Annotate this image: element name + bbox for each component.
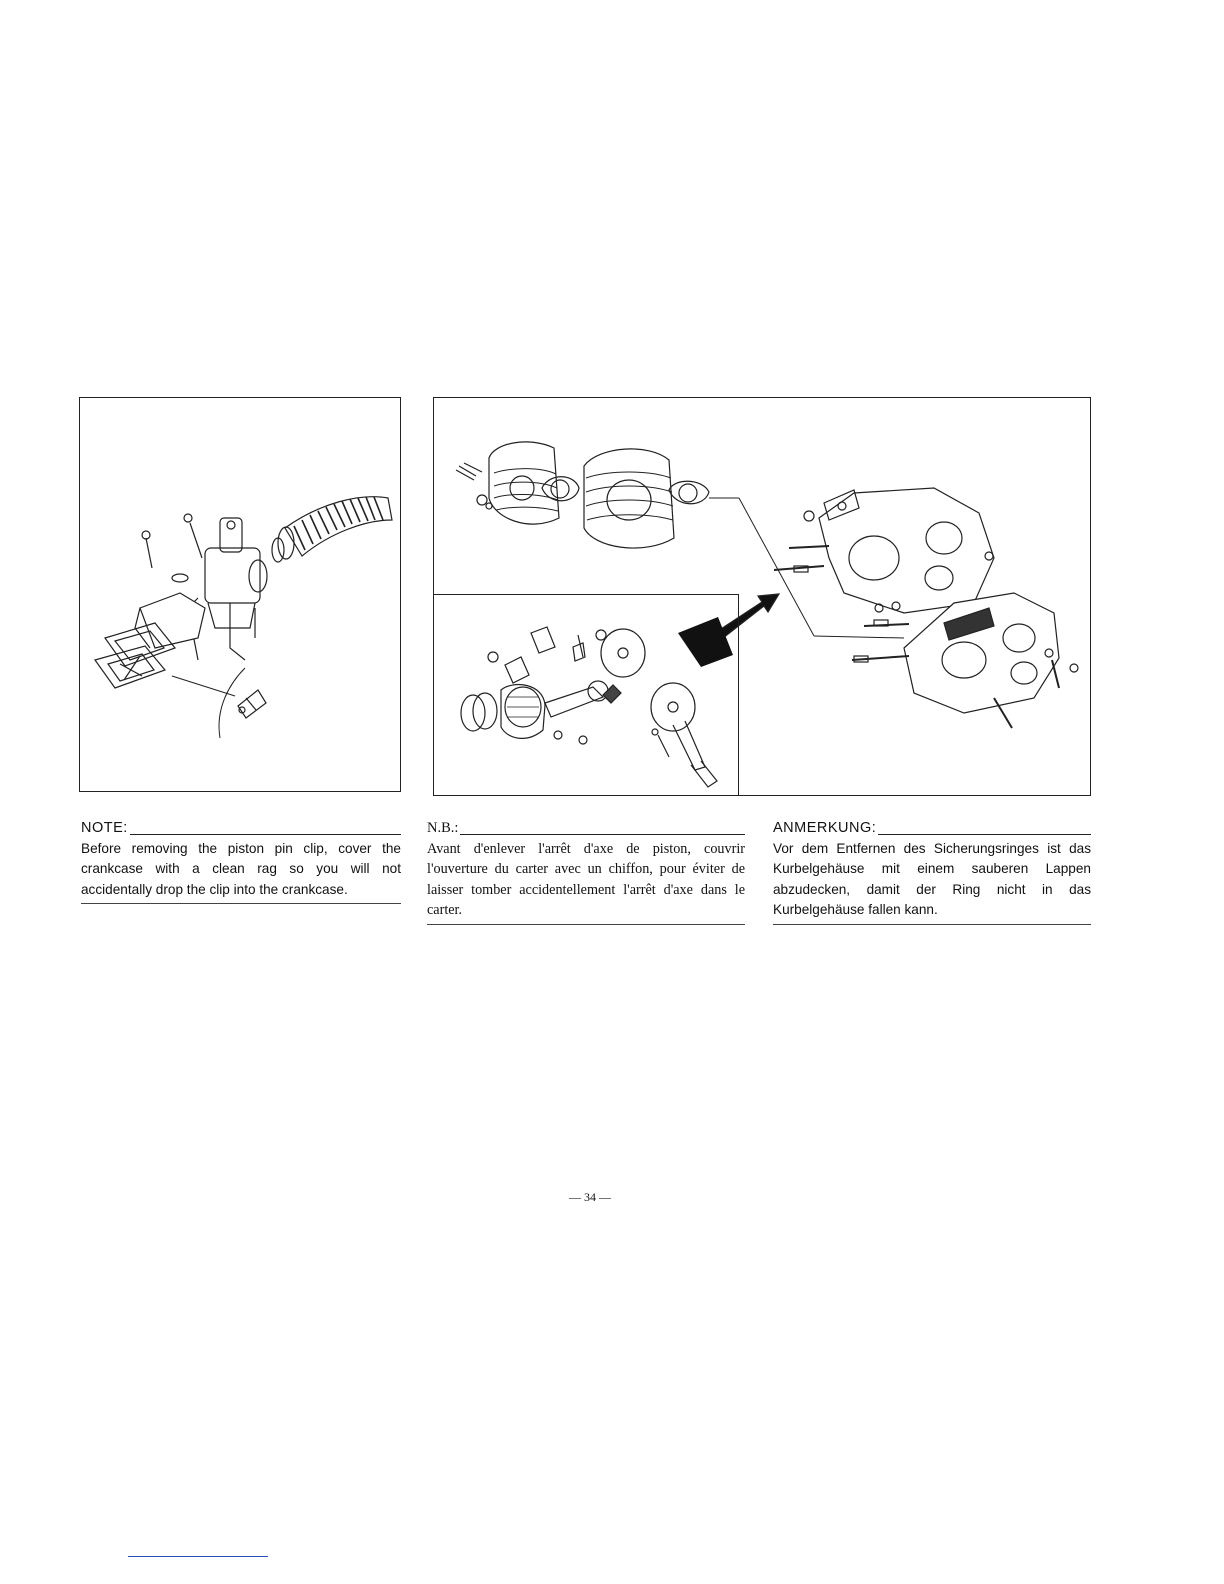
note-french (427, 818, 745, 925)
heading-rule (460, 834, 745, 835)
figure-carburetor-intake (79, 397, 401, 792)
note-end-rule (81, 903, 401, 904)
page-number: — 34 — (569, 1190, 611, 1204)
note-english-label: NOTE: (81, 820, 128, 836)
heading-rule (130, 834, 401, 835)
note-french-label: N.B.: (427, 820, 459, 836)
note-english-text: Before removing the piston pin clip, cover the crankcase with a clean rag so you will not accidentally drop the clip into the crankcase. (81, 840, 401, 897)
note-german-text: Vor dem Entfernen des Sicherungsringes ist das Kurbelgehäuse mit einem sauberen Lappen abzudecken, damit der Ring nicht in das Kurbelgehäuse fallen kann. (773, 840, 1091, 917)
note-english (81, 818, 401, 904)
note-french-heading (427, 818, 745, 839)
piston-crankshaft-exploded-drawing-icon (433, 595, 739, 797)
note-end-rule (427, 924, 745, 925)
heading-rule (878, 834, 1091, 835)
note-german-label: ANMERKUNG: (773, 820, 877, 836)
note-english-heading (81, 818, 401, 839)
footer-rule (128, 1556, 268, 1557)
note-end-rule (773, 924, 1091, 925)
note-german-heading (773, 818, 1091, 839)
note-french-text: Avant d'enlever l'arrêt d'axe de piston, couvrir l'ouverture du carter avec un chiffon, pour éviter de laisser tomber accidentellement l'arrêt d'axe dans le carter. (427, 840, 745, 918)
figure-inset-piston-crankshaft (433, 594, 739, 796)
carburetor-intake-exploded-drawing-icon (80, 398, 402, 793)
note-german (773, 818, 1091, 925)
